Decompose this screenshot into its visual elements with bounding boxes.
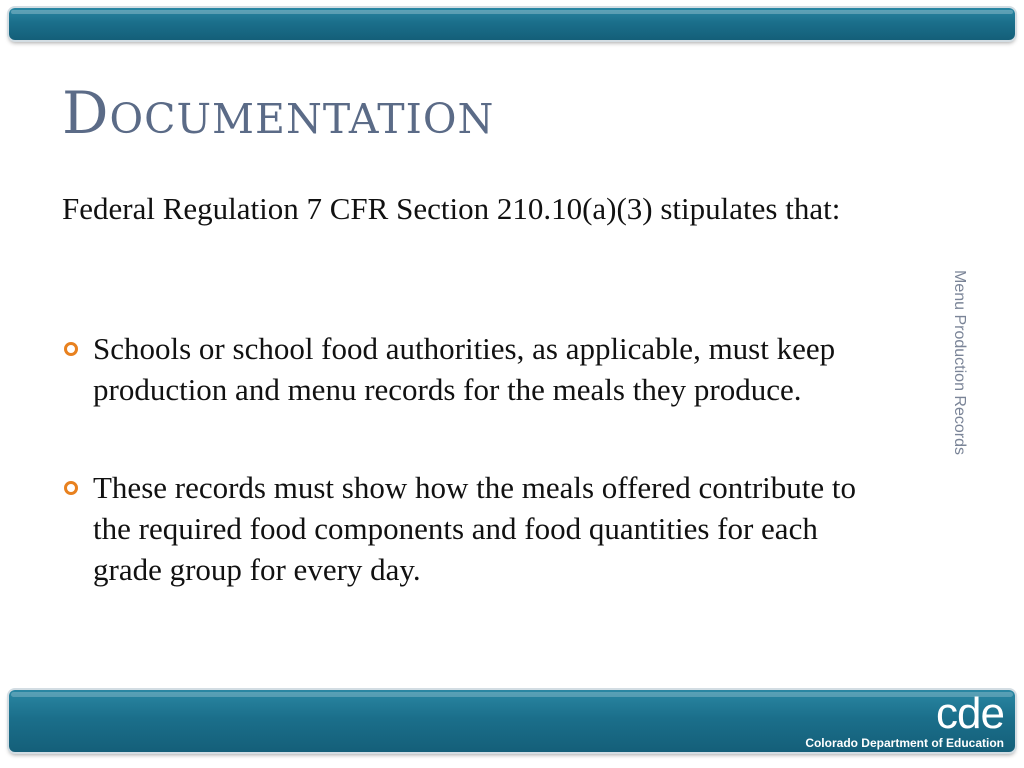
ring-bullet-icon <box>64 481 78 495</box>
bullet-text: Schools or school food authorities, as applicable, must keep production and menu records for the meals they produce. <box>93 331 836 407</box>
bullet-list <box>62 328 862 590</box>
list-item <box>62 467 862 590</box>
side-label: Menu Production Records <box>951 270 968 455</box>
cde-logo <box>805 689 1004 750</box>
top-banner <box>9 8 1015 40</box>
logo-mark: cde <box>936 689 1004 738</box>
ring-bullet-icon <box>64 342 78 356</box>
bullet-text: These records must show how the meals offered contribute to the required food components and food quantities for each grade group for every day. <box>93 470 857 587</box>
slide-title: Documentation <box>62 79 495 147</box>
list-item <box>62 328 862 410</box>
logo-text: Colorado Department of Education <box>805 736 1004 750</box>
intro-text: Federal Regulation 7 CFR Section 210.10(a)(3) stipulates that: <box>62 191 841 226</box>
